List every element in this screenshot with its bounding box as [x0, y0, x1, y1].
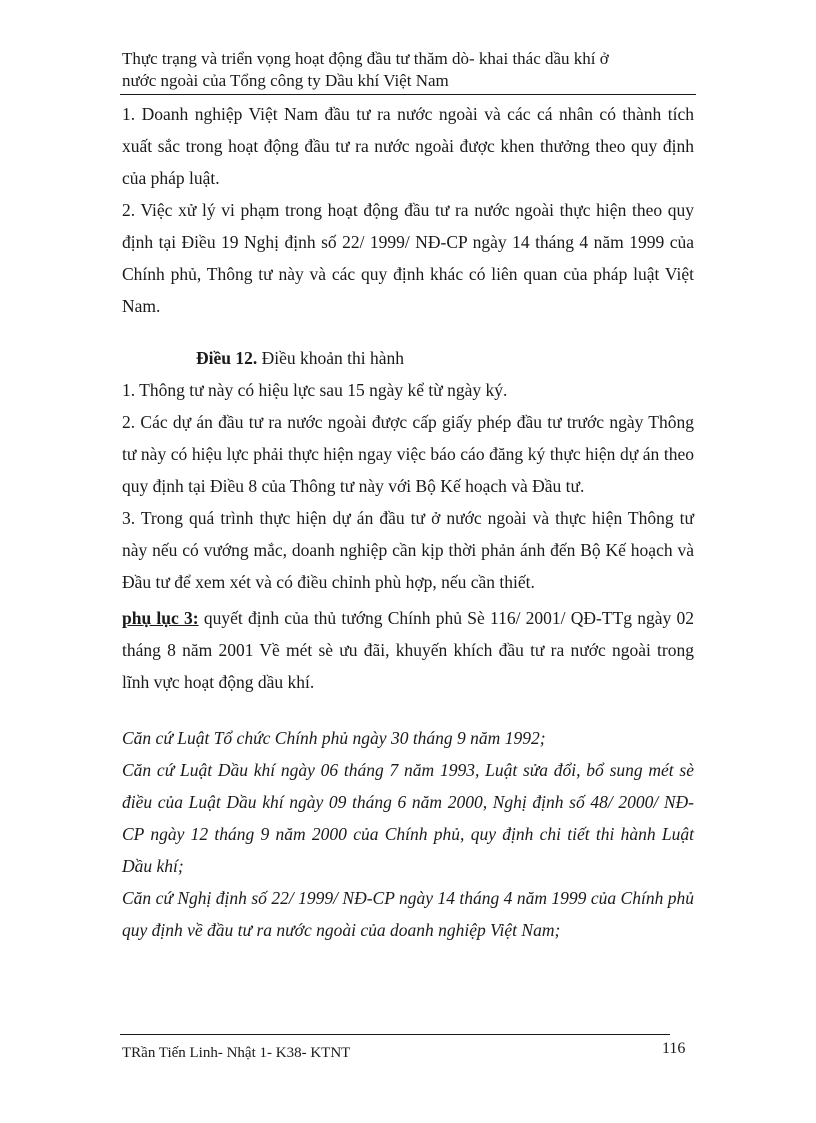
paragraph-violation: 2. Việc xử lý vi phạm trong hoạt động đầu tư ra nước ngoài thực hiện theo quy định tại Điều 19 Nghị định số 22/ 1999/ NĐ-CP ngày 14 tháng 4 năm 1999 của Chính phủ, Thông tư này và các quy định khác có liên quan của pháp luật Việt Nam.: [122, 200, 694, 316]
article-12-heading: [122, 342, 694, 374]
document-body: [122, 98, 694, 946]
appendix-3-text: quyết định của thủ tướng Chính phủ Sè 116/ 2001/ QĐ-TTg ngày 02 tháng 8 năm 2001 Về mét sè ưu đãi, khuyến khích đầu tư ra nước ngoài trong lĩnh vực hoạt động dầu khí.: [122, 608, 694, 692]
spacer: [122, 698, 694, 722]
spacer: [122, 322, 694, 342]
appendix-3-paragraph: [122, 602, 694, 698]
article-12-item-1: 1. Thông tư này có hiệu lực sau 15 ngày kể từ ngày ký.: [122, 380, 508, 400]
article-12-item-3: 3. Trong quá trình thực hiện dự án đầu tư ở nước ngoài và thực hiện Thông tư này nếu có vướng mắc, doanh nghiệp cần kịp thời phản ánh đến Bộ Kế hoạch và Đầu tư để xem xét và có điều chỉnh phù hợp, nếu cần thiết.: [122, 508, 694, 592]
footer-divider: [120, 1034, 670, 1035]
appendix-3-label: phụ lục 3:: [122, 608, 199, 628]
article-12-label: Điều 12.: [196, 348, 258, 368]
page-number: 116: [662, 1040, 686, 1057]
article-12-item-2: 2. Các dự án đầu tư ra nước ngoài được cấp giấy phép đầu tư trước ngày Thông tư này có hiệu lực phải thực hiện ngay việc báo cáo đăng ký thực hiện dự án theo quy định tại Điều 8 của Thông tư này với Bộ Kế hoạch và Đầu tư.: [122, 412, 694, 496]
legal-basis-3: Căn cứ Nghị định số 22/ 1999/ NĐ-CP ngày 14 tháng 4 năm 1999 của Chính phủ quy định về đầu tư ra nước ngoài của doanh nghiệp Việt Nam;: [122, 888, 694, 940]
header-title-line-2: nước ngoài của Tổng công ty Dầu khí Việt Nam: [122, 71, 449, 90]
legal-basis-1: Căn cứ Luật Tổ chức Chính phủ ngày 30 tháng 9 năm 1992;: [122, 728, 546, 748]
header-title-line-1: Thực trạng và triển vọng hoạt động đầu tư thăm dò- khai thác dầu khí ở: [122, 49, 609, 68]
footer-author: TRần Tiến Linh- Nhật 1- K38- KTNT: [122, 1045, 351, 1061]
article-12-title: Điều khoản thi hành: [257, 348, 405, 368]
paragraph-reward: 1. Doanh nghiệp Việt Nam đầu tư ra nước ngoài và các cá nhân có thành tích xuất sắc trong hoạt động đầu tư ra nước ngoài được khen thưởng theo quy định của pháp luật.: [122, 104, 694, 188]
header-divider: [120, 94, 696, 95]
running-header: [122, 48, 696, 92]
legal-basis-2: Căn cứ Luật Dầu khí ngày 06 tháng 7 năm 1993, Luật sửa đổi, bổ sung mét sè điều của Luật Dầu khí ngày 09 tháng 6 năm 2000, Nghị định số 48/ 2000/ NĐ-CP ngày 12 tháng 9 năm 2000 của Chính phủ, quy định chi tiết thi hành Luật Dầu khí;: [122, 760, 694, 876]
